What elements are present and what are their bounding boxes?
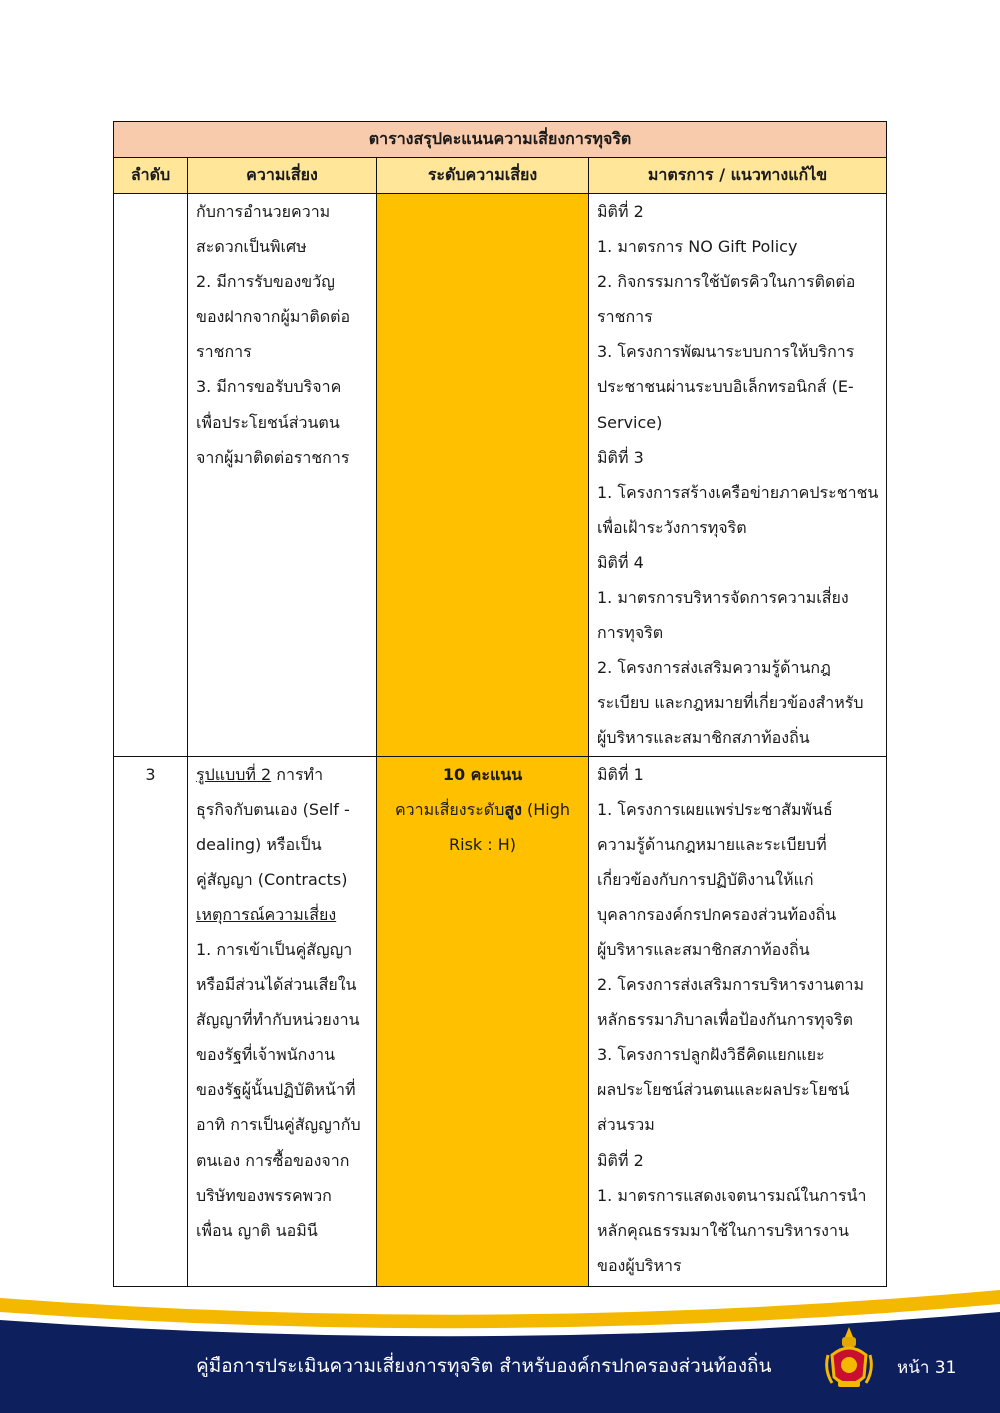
measure-line: ผู้บริหารและสมาชิกสภาท้องถิ่น <box>597 728 810 748</box>
table-header-row <box>114 158 887 194</box>
table-title-row <box>114 122 887 158</box>
measure-line: ความรู้ด้านกฎหมายและระเบียบที่ <box>597 834 827 854</box>
table-title: ตารางสรุปคะแนนความเสี่ยงการทุจริต <box>114 122 887 158</box>
header-measures: มาตรการ / แนวทางแก้ไข <box>589 158 887 194</box>
measure-line: หลักธรรมาภิบาลเพื่อป้องกันการทุจริต <box>597 1010 854 1030</box>
risk-line: กับการอำนวยความ <box>196 202 331 221</box>
risk-line: dealing) หรือเป็น <box>196 834 322 854</box>
risk-level-suffix: (High <box>521 799 571 819</box>
measure-line: ผลประโยชน์ส่วนตนและผลประโยชน์ <box>597 1080 850 1100</box>
risk-line: คู่สัญญา (Contracts) <box>196 869 348 889</box>
measure-line: 2. โครงการส่งเสริมการบริหารงานตาม <box>597 975 865 995</box>
risk-line: 1. การเข้าเป็นคู่สัญญา <box>196 939 353 959</box>
risk-score: 10 คะแนน <box>442 764 523 784</box>
table-row <box>114 756 887 1286</box>
risk-line: เพื่อประโยชน์ส่วนตน <box>196 412 340 432</box>
header-order: ลำดับ <box>114 158 188 194</box>
measure-line: ราชการ <box>597 307 653 327</box>
risk-line: ธุรกิจกับตนเอง (Self - <box>196 799 350 819</box>
measure-line: การทุจริต <box>597 623 664 643</box>
measure-line: 3. โครงการปลูกฝังวิธีคิดแยกแยะ <box>597 1045 825 1065</box>
risk-line: ตนเอง การซื้อของจาก <box>196 1150 350 1170</box>
risk-line: 3. มีการขอรับบริจาค <box>196 377 342 397</box>
measure-line: 1. มาตรการแสดงเจตนารมณ์ในการนำ <box>597 1185 867 1205</box>
risk-line: หรือมีส่วนได้ส่วนเสียใน <box>196 975 357 995</box>
measure-line: ระเบียบ และกฎหมายที่เกี่ยวข้องสำหรับ <box>597 693 864 713</box>
row1-number-cell <box>114 194 188 757</box>
measure-line: 3. โครงการพัฒนาระบบการให้บริการ <box>597 342 855 362</box>
measure-line: ประชาชนผ่านระบบอิเล็กทรอนิกส์ (E- <box>597 377 854 397</box>
risk-pattern-label: รูปแบบที่ 2 <box>196 764 272 784</box>
risk-line: สัญญาที่ทำกับหน่วยงาน <box>196 1010 360 1030</box>
measure-line: 1. มาตรการ NO Gift Policy <box>597 237 798 257</box>
row2-risk-level-cell <box>377 756 589 1286</box>
row2-risk-cell <box>188 756 377 1286</box>
table-row <box>114 194 887 757</box>
risk-event-label: เหตุการณ์ความเสี่ยง <box>196 904 337 924</box>
risk-summary-table <box>113 121 887 1287</box>
row2-number-cell <box>114 756 188 1286</box>
page-number: หน้า 31 <box>897 1358 957 1378</box>
risk-line: สะดวกเป็นพิเศษ <box>196 237 307 257</box>
measure-line: มิติที่ 1 <box>597 764 644 784</box>
measure-line: มิติที่ 4 <box>597 552 644 572</box>
footer-title: คู่มือการประเมินความเสี่ยงการทุจริต สำหรับองค์กรปกครองส่วนท้องถิ่น <box>196 1355 772 1377</box>
risk-level-prefix: ความเสี่ยงระดับ <box>394 799 505 819</box>
risk-line: ของฝากจากผู้มาติดต่อ <box>196 307 351 327</box>
measure-line: 1. โครงการเผยแพร่ประชาสัมพันธ์ <box>597 799 833 819</box>
thai-government-seal-icon <box>824 1325 874 1395</box>
risk-line: เพื่อน ญาติ นอมินี <box>196 1220 318 1240</box>
measure-line: มิติที่ 2 <box>597 1150 644 1170</box>
risk-pattern-line <box>196 757 368 792</box>
risk-level-line <box>385 792 580 827</box>
measure-line: เพื่อเฝ้าระวังการทุจริต <box>597 517 747 537</box>
risk-pattern-text: การทำ <box>271 764 324 784</box>
row-number: 3 <box>145 764 156 784</box>
measure-line: 1. มาตรการบริหารจัดการความเสี่ยง <box>597 588 849 608</box>
risk-line: 2. มีการรับของขวัญ <box>196 272 335 292</box>
row2-measures-cell <box>589 756 887 1286</box>
measure-line: บุคลากรองค์กรปกครองส่วนท้องถิ่น <box>597 904 837 924</box>
risk-line: ราชการ <box>196 342 252 362</box>
measure-line: หลักคุณธรรมมาใช้ในการบริหารงาน <box>597 1220 849 1240</box>
measure-line: 2. กิจกรรมการใช้บัตรคิวในการติดต่อ <box>597 272 856 292</box>
row1-measures-cell <box>589 194 887 757</box>
risk-line: ของรัฐผู้นั้นปฏิบัติหน้าที่ <box>196 1080 356 1100</box>
risk-level-bold: สูง <box>504 799 522 819</box>
risk-level-line2: Risk : H) <box>449 834 516 854</box>
measure-line: มิติที่ 2 <box>597 202 644 221</box>
row1-risk-level-cell <box>377 194 589 757</box>
risk-line: จากผู้มาติดต่อราชการ <box>196 447 350 467</box>
risk-line: บริษัทของพรรคพวก <box>196 1185 332 1205</box>
measure-line: ของผู้บริหาร <box>597 1255 682 1275</box>
measure-line: 1. โครงการสร้างเครือข่ายภาคประชาชน <box>597 482 879 502</box>
risk-line: ของรัฐที่เจ้าพนักงาน <box>196 1045 336 1065</box>
risk-line: อาทิ การเป็นคู่สัญญากับ <box>196 1115 361 1135</box>
header-risk-level: ระดับความเสี่ยง <box>377 158 589 194</box>
measure-line: มิติที่ 3 <box>597 447 644 467</box>
measure-line: Service) <box>597 412 663 432</box>
header-risk: ความเสี่ยง <box>188 158 377 194</box>
measure-line: ผู้บริหารและสมาชิกสภาท้องถิ่น <box>597 939 810 959</box>
measure-line: เกี่ยวข้องกับการปฏิบัติงานให้แก่ <box>597 869 814 889</box>
measure-line: ส่วนรวม <box>597 1115 655 1135</box>
measure-line: 2. โครงการส่งเสริมความรู้ด้านกฎ <box>597 658 831 678</box>
row1-risk-cell <box>188 194 377 757</box>
